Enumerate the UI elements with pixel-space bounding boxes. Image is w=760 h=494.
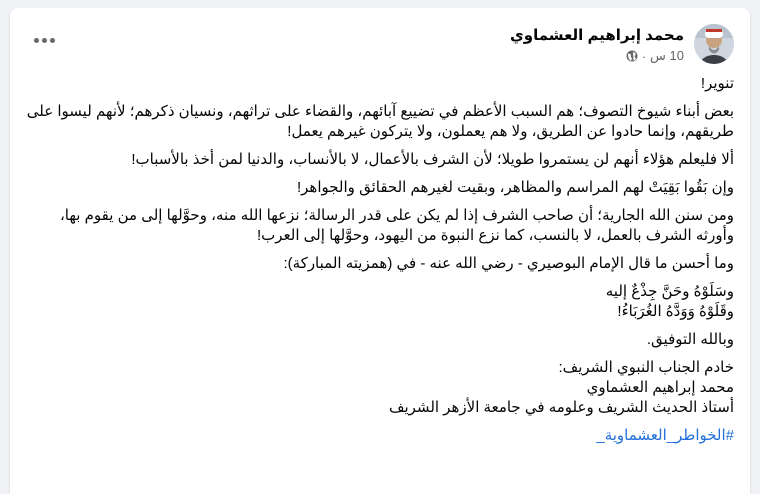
verse-line: وسَلَوْهُ وحَنَّ جِذْعٌ إليه	[605, 283, 734, 300]
post-paragraph: وإن بَقُوا بَقِيَتْ لهم المراسم والمظاهر، وبقيت لغيرهم الحقائق والجواهر!	[296, 179, 734, 196]
author-avatar[interactable]	[694, 24, 734, 64]
post-card	[10, 8, 750, 494]
avatar-image	[694, 24, 734, 64]
dot	[50, 38, 55, 43]
hashtag-link[interactable]: #الخواطر_العشماوية_	[596, 427, 734, 444]
globe-icon[interactable]	[626, 50, 638, 62]
signature-line: خادم الجناب النبوي الشريف:	[558, 359, 734, 376]
post-paragraph: بعض أبناء شيوخ التصوف؛ هم السبب الأعظم في تضييع آبائهم، والقضاء على تراثهم، ونسيان ذكرهم؛ لأنهم ليسوا على طريقهم، وإنما حادوا عن الطريق، ولا هم يعملون، ولا يتركون غيرهم يعمل!	[26, 103, 734, 140]
signature-line: محمد إبراهيم العشماوي	[586, 379, 734, 396]
signature-block	[24, 358, 734, 418]
post-header	[26, 22, 734, 70]
post-time[interactable]: 10 س	[650, 48, 684, 63]
verse-line: وقَلَوْهُ وَوَدَّهُ الغُرَبَاءُ!	[617, 303, 734, 320]
post-meta	[626, 48, 684, 64]
author-name[interactable]: محمد إبراهيم العشماوي	[510, 27, 684, 44]
post-paragraph: ألا فليعلم هؤلاء أنهم لن يستمروا طويلا؛ لأن الشرف بالأعمال، لا بالأنساب، والدنيا لمن أخذ بالأسباب!	[131, 151, 734, 168]
post-paragraph: ومن سنن الله الجارية؛ أن صاحب الشرف إذا لم يكن على قدر الرسالة؛ نزعها الله منه، وحوَّلها إلى من يقوم بها، وأورثه الشرف بالعمل، لا بالنسب، كما نزع النبوة من اليهود، وحوَّلها إلى العرب!	[59, 207, 734, 244]
closing-line: وبالله التوفيق.	[646, 331, 734, 348]
more-options-icon[interactable]	[26, 26, 62, 54]
poem-verse	[24, 282, 734, 322]
post-paragraph: وما أحسن ما قال الإمام البوصيري - رضي الله عنه - في (همزيته المباركة):	[283, 255, 734, 272]
meta-separator: ·	[641, 48, 647, 64]
signature-line: أستاذ الحديث الشريف وعلومه في جامعة الأزهر الشريف	[388, 399, 734, 416]
post-body	[24, 74, 734, 446]
dot	[34, 38, 39, 43]
dot	[42, 38, 47, 43]
post-paragraph: تنوير!	[700, 75, 734, 92]
